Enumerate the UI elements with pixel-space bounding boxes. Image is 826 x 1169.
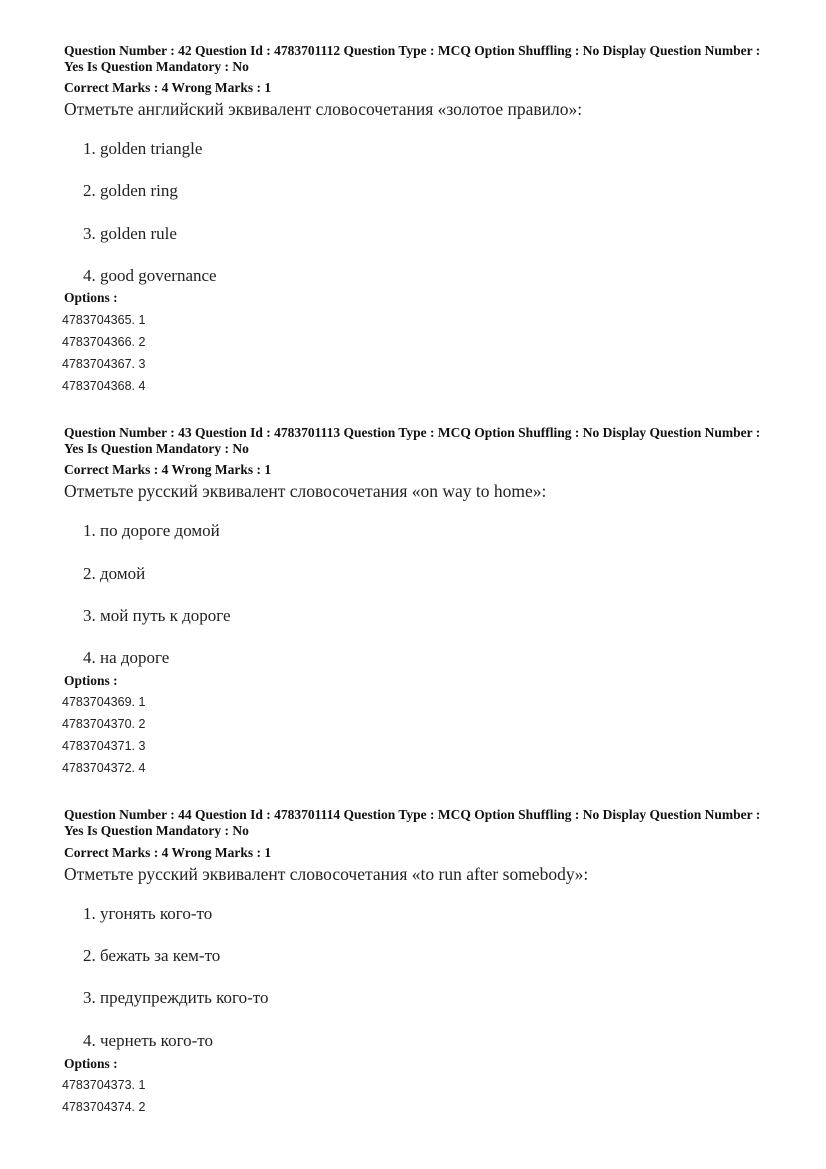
option-id: 4783704366. 2	[62, 335, 146, 349]
option-id: 4783704374. 2	[62, 1100, 146, 1114]
option-id: 4783704368. 4	[62, 379, 146, 393]
options-label: Options :	[64, 1056, 118, 1071]
option-id: 4783704372. 4	[62, 761, 146, 775]
question-text: Отметьте русский эквивалент словосочетания «on way to home»:	[64, 481, 547, 501]
options-label: Options :	[64, 673, 118, 688]
choice-item: 1. угонять кого-то	[83, 904, 213, 923]
choice-item: 4. чернеть кого-то	[83, 1031, 213, 1050]
question-marks: Correct Marks : 4 Wrong Marks : 1	[64, 80, 272, 95]
choice-item: 2. бежать за кем-то	[83, 946, 221, 965]
choice-item: 3. golden rule	[83, 224, 177, 243]
option-id: 4783704369. 1	[62, 695, 146, 709]
choice-item: 4. на дороге	[83, 648, 170, 667]
choice-item: 4. good governance	[83, 266, 217, 285]
question-marks: Correct Marks : 4 Wrong Marks : 1	[64, 462, 272, 477]
choice-item: 1. по дороге домой	[83, 521, 220, 540]
option-id: 4783704370. 2	[62, 717, 146, 731]
option-id: 4783704373. 1	[62, 1078, 146, 1092]
choice-item: 3. предупреждить кого-то	[83, 988, 269, 1007]
question-meta: Question Number : 43 Question Id : 4783701113 Question Type : MCQ Option Shuffling : No Display Question Number : Yes Is Question Mandatory : No	[64, 425, 761, 456]
question-marks: Correct Marks : 4 Wrong Marks : 1	[64, 845, 272, 860]
question-meta: Question Number : 42 Question Id : 4783701112 Question Type : MCQ Option Shuffling : No Display Question Number : Yes Is Question Mandatory : No	[64, 43, 761, 74]
question-meta: Question Number : 44 Question Id : 4783701114 Question Type : MCQ Option Shuffling : No Display Question Number : Yes Is Question Mandatory : No	[64, 807, 761, 838]
question-text: Отметьте английский эквивалент словосочетания «золотое правило»:	[64, 99, 583, 119]
question-text: Отметьте русский эквивалент словосочетания «to run after somebody»:	[64, 864, 589, 884]
option-id: 4783704367. 3	[62, 357, 146, 371]
choice-item: 2. golden ring	[83, 181, 178, 200]
choice-item: 1. golden triangle	[83, 139, 203, 158]
choice-item: 2. домой	[83, 564, 146, 583]
option-id: 4783704365. 1	[62, 313, 146, 327]
choice-item: 3. мой путь к дороге	[83, 606, 231, 625]
option-id: 4783704371. 3	[62, 739, 146, 753]
options-label: Options :	[64, 290, 118, 305]
